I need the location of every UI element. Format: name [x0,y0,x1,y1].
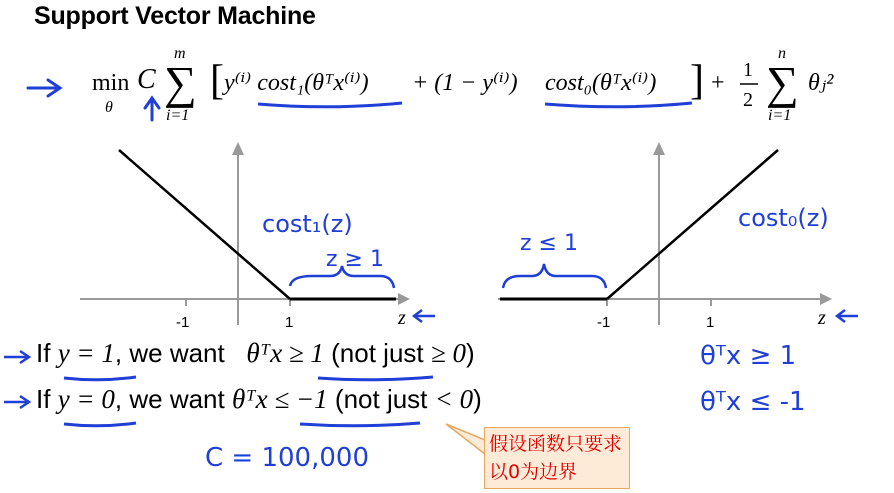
plot-cost1 [80,142,435,331]
region-label-z-le-1: z ≤ 1 [520,231,578,256]
underline-cost0 [545,103,692,107]
rule1-prefix: If [36,338,51,368]
bracket-open: [ [210,58,224,104]
slide-title: Support Vector Machine [34,2,316,30]
brace-right [503,264,606,288]
tick-label-neg1-left: -1 [176,314,190,331]
annotation-rule2: θᵀx ≤ -1 [700,387,806,417]
underline-req1 [318,377,433,380]
curve-label-cost0: cost₀(z) [738,204,829,232]
arrow-rule2-icon [4,396,29,408]
rule2-note-rel: < 0 [434,384,474,414]
arrow-z-right-icon [837,310,858,322]
rule1-condition: y = 1 [57,338,115,368]
curve-label-cost1: cost₁(z) [262,210,353,238]
rule1-mid: , we want [114,338,225,368]
term-y-cost1: y⁽ⁱ⁾ cost₁(θᵀx⁽ⁱ⁾) [224,70,369,96]
reg-sum-lower: i=1 [768,107,792,124]
rule1-requirement: θᵀx ≥ 1 [246,338,324,368]
underline-y0 [64,423,136,426]
sum-symbol: ∑ [164,57,197,108]
reg-frac-num: 1 [743,59,753,81]
rule1-note-open: (not just [331,338,424,368]
up-arrow-annotation-icon [145,98,159,120]
underline-req2 [300,423,420,426]
rule2-mid: , we want [114,384,225,414]
rule2-note-close: ) [473,384,482,414]
plus-sign: + [711,70,725,96]
arrow-z-left-icon [414,310,435,322]
underline-cost1 [258,103,402,107]
axis-label-z-left: z [398,307,406,329]
tick-label-1-right: 1 [706,314,715,331]
annotation-rule1: θᵀx ≥ 1 [700,341,797,371]
callout-note: 假设函数只要求以0为边界 [484,427,630,489]
svm-objective-formula [28,45,834,124]
rule2-note-open: (not just [334,384,428,414]
rule1-note-rel: ≥ 0 [430,338,466,368]
rule1-note-close: ) [465,338,475,368]
tick-label-1-left: 1 [285,314,294,331]
rule2-prefix: If [36,384,51,414]
bracket-close: ] [690,58,704,104]
reg-theta-term: θⱼ² [808,70,834,96]
term-cost0: cost₀(θᵀx⁽ⁱ⁾) [545,70,657,96]
arrow-rule1-icon [4,351,29,363]
reg-frac-den: 2 [743,89,753,111]
underline-y1 [64,377,136,380]
axis-label-z-right: z [818,307,826,329]
rule-line-y1 [36,338,475,369]
region-label-z-ge-1: z ≥ 1 [326,247,384,272]
term-one-minus-y: + (1 − y⁽ⁱ⁾) [412,70,518,96]
reg-sum-symbol: ∑ [766,57,799,108]
min-subscript: θ [105,99,113,116]
reg-sum-upper: n [778,45,786,62]
annotation-c-value: C = 100,000 [205,443,369,473]
C-constant: C [137,64,156,95]
arrow-annotation-icon [28,80,60,96]
plot-cost0 [498,142,858,331]
rule2-requirement: θᵀx ≤ −1 [231,384,328,414]
tick-label-neg1-right: -1 [597,314,611,331]
rule-line-y0 [36,384,482,415]
min-operator: min [92,70,130,96]
sum-upper-limit: m [174,45,186,62]
rule2-condition: y = 0 [57,384,115,414]
sum-lower-limit: i=1 [166,107,190,124]
